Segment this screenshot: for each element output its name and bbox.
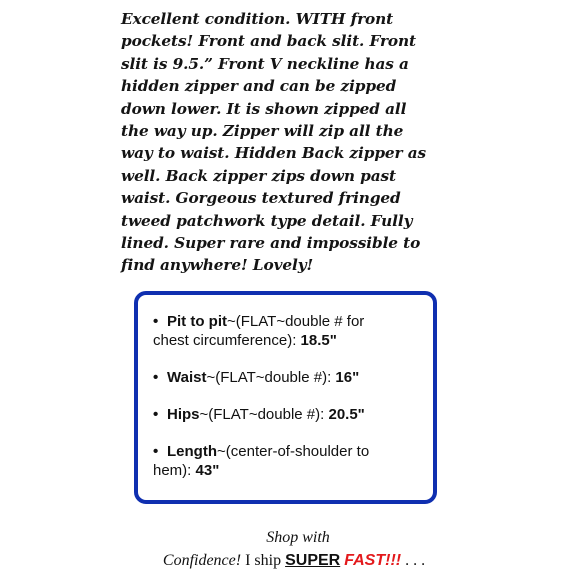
footer-fast: FAST!!! (344, 552, 402, 569)
measurement-value: 18.5" (300, 332, 337, 349)
description-line: lined. Super rare and impossible to (121, 234, 421, 253)
footer-confidence: Confidence! (162, 552, 242, 569)
description-line: waist. Gorgeous textured fringed (121, 189, 401, 208)
bullet-icon: • (153, 406, 159, 423)
measurement-value: 43" (195, 462, 220, 479)
measurement-note: ~(center-of-shoulder to (217, 443, 370, 460)
measurement-length (153, 442, 433, 480)
measurement-note: ~(FLAT~double #): (199, 406, 329, 423)
description-line: hidden zipper and can be zipped (121, 77, 397, 96)
bullet-icon: • (153, 313, 159, 330)
measurement-note: chest circumference): (153, 332, 301, 349)
measurement-note: ~(FLAT~double # for (227, 313, 365, 330)
footer-shop-with: Shop with (266, 529, 330, 546)
measurement-value: 20.5" (328, 406, 365, 423)
measurement-hips (153, 405, 433, 424)
measurement-waist (153, 368, 433, 387)
footer-dots: . . . (401, 552, 426, 569)
description-line: tweed patchwork type detail. Fully (121, 211, 413, 230)
description-line: the way up. Zipper will zip all the (121, 122, 404, 141)
measurement-value: 16" (335, 369, 360, 386)
measurement-label: Waist (167, 369, 207, 386)
measurement-label: Length (167, 443, 217, 460)
measurements-box (134, 291, 437, 504)
measurement-label: Hips (167, 406, 200, 423)
description-line: pockets! Front and back slit. Front (121, 32, 417, 51)
footer-ship-line (0, 550, 580, 572)
bullet-icon: • (153, 443, 159, 460)
description-line: Excellent condition. WITH front (121, 10, 394, 28)
shipping-footer (0, 528, 580, 572)
footer-i-ship: I ship (241, 552, 286, 569)
measurement-label: Pit to pit (167, 313, 227, 330)
description-line: well. Back zipper zips down past (121, 166, 396, 185)
bullet-icon: • (153, 369, 159, 386)
measurements-list (153, 312, 433, 480)
measurement-note: ~(FLAT~double #): (206, 369, 336, 386)
item-description (121, 8, 466, 277)
description-line: way to waist. Hidden Back zipper as (121, 144, 427, 163)
description-line: slit is 9.5.” Front V neckline has a (121, 54, 409, 73)
description-line: down lower. It is shown zipped all (121, 99, 407, 118)
description-line: find anywhere! Lovely! (121, 256, 314, 275)
measurement-pit-to-pit (153, 312, 433, 350)
measurement-note: hem): (153, 462, 196, 479)
footer-super: SUPER (285, 552, 341, 569)
